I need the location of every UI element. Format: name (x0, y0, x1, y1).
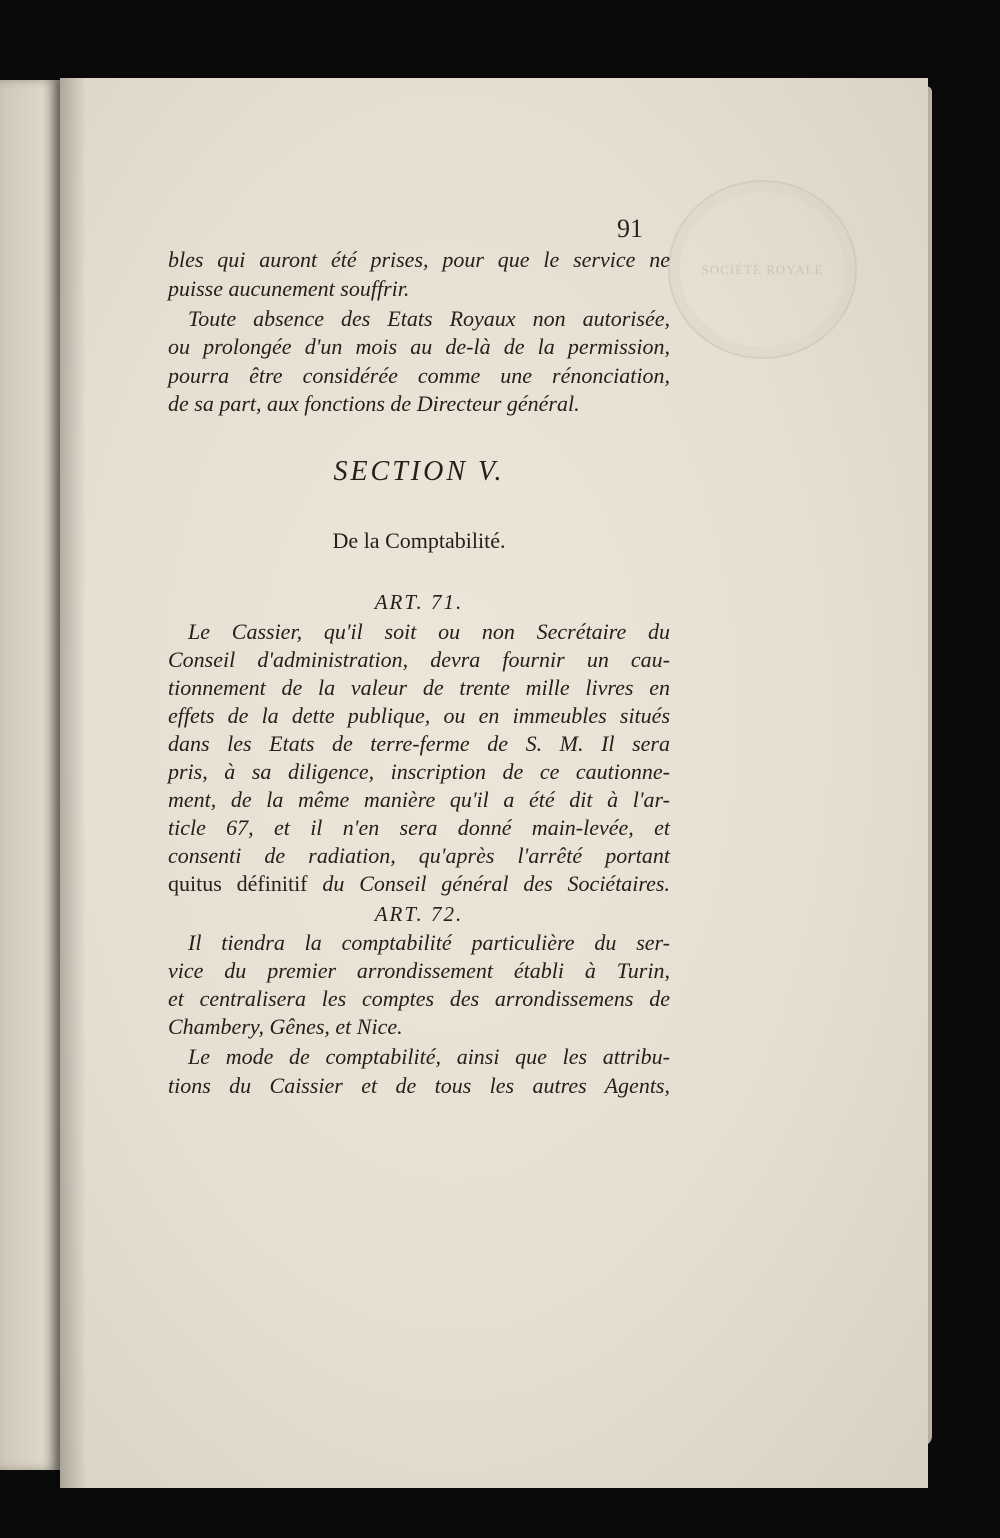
text-line: tions du Caissier et de tous les autres Agents, (168, 1073, 670, 1098)
text-line: et centralisera les comptes des arrondissemens de (168, 986, 670, 1011)
text-line: de sa part, aux fonctions de Directeur général. (168, 391, 580, 416)
text-line: effets de la dette publique, ou en immeubles situés (168, 703, 670, 728)
text-line: Toute absence des Etats Royaux non autorisée, (188, 306, 670, 331)
text-line: Conseil d'administration, devra fournir un cau- (168, 647, 670, 672)
article-heading: ART. 72. (374, 902, 464, 926)
text-line: bles qui auront été prises, pour que le service ne (168, 247, 670, 272)
text-italic: du Conseil général des Sociétaires. (307, 871, 670, 896)
section-subtitle: De la Comptabilité. (332, 528, 506, 553)
gutter-shadow (60, 78, 86, 1488)
text-line: dans les Etats de terre-ferme de S. M. Il sera (168, 731, 670, 756)
text-line: Chambery, Gênes, et Nice. (168, 1014, 403, 1039)
text-line: Le mode de comptabilité, ainsi que les attribu- (188, 1044, 670, 1069)
text-roman: quitus définitif (168, 871, 308, 896)
text-line: pourra être considérée comme une rénonciation, (168, 363, 670, 388)
embossed-seal (668, 180, 857, 359)
seal-text: SOCIÉTÉ ROYALE (701, 261, 824, 277)
text-line (168, 870, 670, 898)
text-line: tionnement de la valeur de trente mille livres en (168, 675, 670, 700)
text-line: vice du premier arrondissement établi à Turin, (168, 958, 670, 983)
left-page (0, 80, 60, 1470)
text-line: Le Cassier, qu'il soit ou non Secrétaire du (188, 619, 670, 644)
text-line: Il tiendra la comptabilité particulière du ser- (188, 930, 670, 955)
page-number: 91 (617, 214, 643, 243)
text-line: puisse aucunement souffrir. (168, 276, 410, 301)
text-line: consenti de radiation, qu'après l'arrêté portant (168, 843, 670, 868)
text-line: ticle 67, et il n'en sera donné main-levée, et (168, 815, 670, 840)
text-line: ment, de la même manière qu'il a été dit à l'ar- (168, 787, 670, 812)
text-line: pris, à sa diligence, inscription de ce cautionne- (168, 759, 670, 784)
text-line: ou prolongée d'un mois au de-là de la permission, (168, 334, 670, 359)
section-title: SECTION V. (333, 456, 505, 487)
article-heading: ART. 71. (374, 590, 464, 614)
